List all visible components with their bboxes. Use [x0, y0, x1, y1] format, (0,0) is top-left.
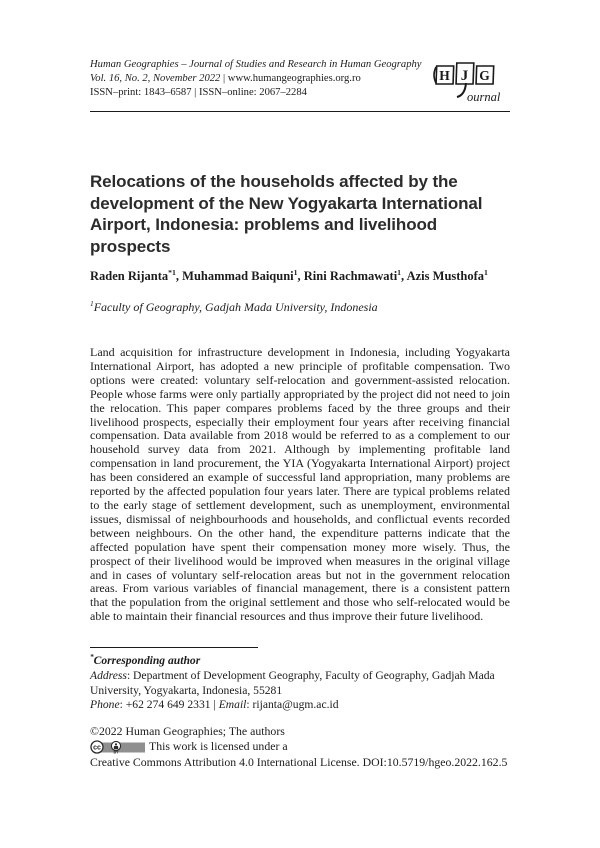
email-value: : rijanta@ugm.ac.id [246, 698, 339, 711]
author-affiliation-marker: 1 [397, 267, 402, 277]
issue-line [90, 72, 422, 86]
copyright-line: ©2022 Human Geographies; The authors [90, 724, 285, 738]
issn-line: ISSN–print: 1843–6587 | ISSN–online: 2067–2284 [90, 87, 307, 99]
journal-header-text [90, 58, 422, 101]
author-name: Raden Rijanta$^{*1}$, [90, 267, 180, 283]
contact-separator: | [213, 698, 216, 711]
license-text-1: This work is licensed under a [149, 739, 288, 753]
corresponding-address [90, 669, 510, 698]
author-name: Muhammad Baiquni$^1$, [182, 267, 301, 283]
issue-info: Vol. 16, No. 2, November 2022 [90, 73, 221, 85]
author-separator: , [401, 269, 405, 283]
author-list [90, 269, 516, 284]
author-affiliation-marker: *1 [168, 267, 176, 277]
logo-letter-g: G [479, 68, 490, 83]
abstract-text: Land acquisition for infrastructure development in Indonesia, including Yogyakarta International Airport, has adopted a new principle of profitable compensation. Two options were created: voluntary self-relocation and government-assisted relocation. People whose farms were only partially appropriated by the project did not need to join the relocation. This paper compares problems faced by the three groups and their livelihood prospects, especially their employment four years after receiving financial compensation. Data available from 2018 would be referred to as a complement to our household survey data from 2021. Although by implementing profitable land compensation in land procurement, the YIA (Yogyakarta International Airport) project has been considered an example of successful land appropriation, many problems are reported by the affected population four years later. There are typical problems related to the early stage of settlement development, such as unemployment, environmental issues, dismissal of neighbourhoods and households, and conflictual events recorded between neighbours. On the other hand, the expenditure patterns indicate that the affected population have spent their compensation money more wisely. Thus, the prospect of their livelihood would be improved when measures in the original village and in cases of voluntary self-relocation areas but not in the government relocation areas. From various variables of financial management, there is a consistent pattern that the population from the original settlement and those who self-relocated would be able to maintain their financial resources and thus improve their future livelihood. [90, 345, 510, 624]
author-affiliation-marker: 1 [293, 267, 298, 277]
header-divider [90, 111, 510, 112]
journal-header [90, 58, 510, 105]
cc-by-badge-icon [90, 740, 146, 754]
author-affiliation-marker: 1 [484, 267, 488, 277]
license-row [90, 739, 516, 754]
affiliation-text: Faculty of Geography, Gadjah Mada University, Indonesia [93, 300, 378, 314]
affiliation-marker: 1 [90, 299, 94, 308]
phone-label: Phone [90, 698, 120, 711]
author-name: Azis Musthofa$^1$ [406, 267, 488, 283]
email-label: Email [218, 698, 247, 711]
contact-line [90, 698, 516, 711]
address-value: : Department of Development Geography, Faculty of Geography, Gadjah Mada University, Yogyakarta, Indonesia, 55281 [90, 669, 495, 697]
logo-letter-h: H [439, 68, 450, 83]
corresponding-author-note: *Corresponding author [90, 653, 201, 667]
svg-text:BY: BY [113, 750, 119, 754]
footnote-divider [90, 647, 258, 648]
issue-separator: | [223, 73, 226, 85]
logo-journal-script: ournal [467, 90, 501, 104]
author-separator: , [297, 269, 301, 283]
author-name: Rini Rachmawati$^1$, [303, 267, 405, 283]
article-title: Relocations of the households affected by the development of the New Yogyakarta International Airport, Indonesia: problems and livelihood prospects [90, 172, 483, 256]
affiliation [90, 300, 516, 315]
hjg-journal-logo-icon [430, 57, 510, 105]
logo-letter-j: J [460, 68, 469, 84]
address-label: Address [90, 669, 127, 682]
author-separator: , [175, 269, 180, 283]
journal-name: Human Geographies – Journal of Studies and Research in Human Geography [90, 59, 422, 70]
svg-text:cc: cc [93, 744, 101, 752]
corresponding-marker: * [90, 653, 94, 662]
phone-value: : +62 274 649 2331 [119, 698, 211, 711]
license-text-2: Creative Commons Attribution 4.0 International License. DOI:10.5719/hgeo.2022.162.5 [90, 755, 508, 769]
journal-website: www.humangeographies.org.ro [227, 73, 361, 85]
